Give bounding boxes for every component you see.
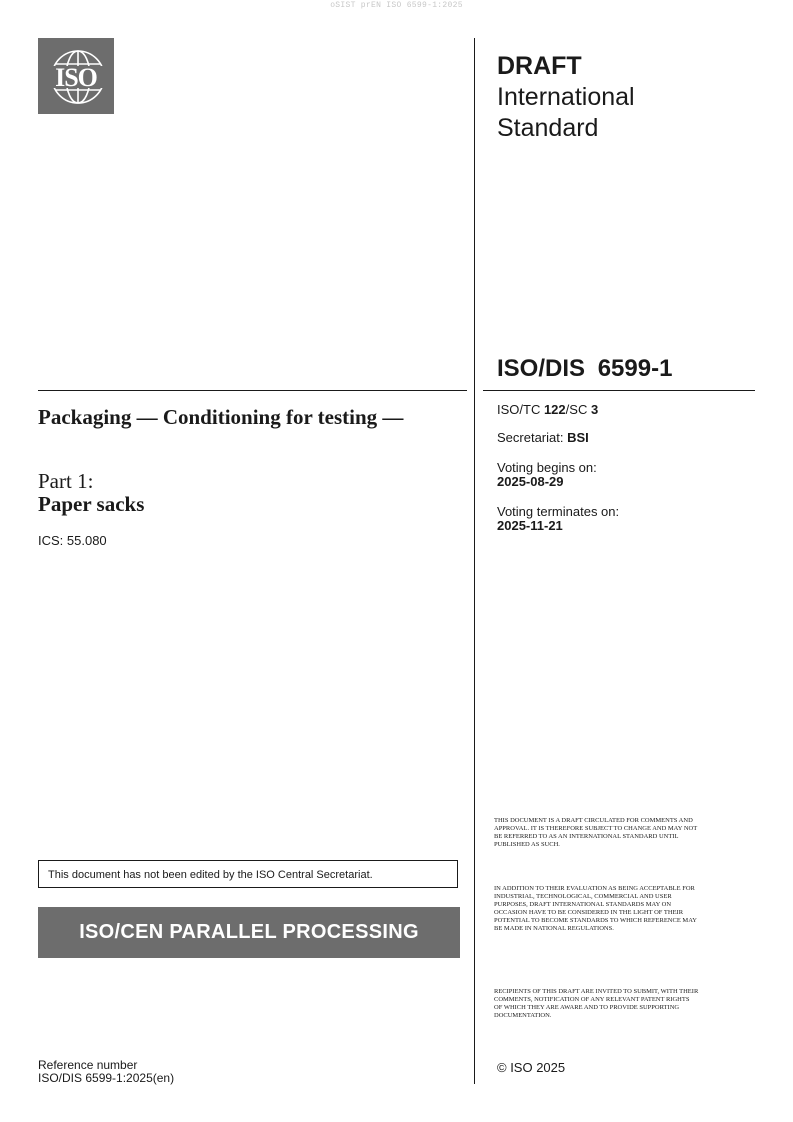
draft-label: DRAFT — [497, 52, 582, 80]
draft-line-standard: Standard — [497, 114, 599, 142]
voting-terminates-label: Voting terminates on: — [497, 504, 620, 519]
draft-notice-paragraph-2: IN ADDITION TO THEIR EVALUATION AS BEING ACCEPTABLE FOR INDUSTRIAL, TECHNOLOGICAL, COMMERCIAL AND USER PURPOSES, DRAFT INTERNATIONAL STANDARDS MAY ON OCCASION HAVE TO BE CONSIDERED IN THE LIGHT OF THEIR POTENTIAL TO BECOME STANDARDS TO WHICH REFERENCE MAY BE MADE IN NATIONAL REGULATIONS. — [494, 885, 697, 932]
tc-number: 122 — [543, 402, 566, 417]
tc-prefix: ISO/TC — [497, 402, 544, 417]
voting-terminates — [497, 505, 619, 533]
iso-logo — [38, 38, 114, 114]
draft-heading — [497, 51, 635, 144]
iso-logo-icon — [38, 38, 114, 114]
parallel-processing-banner: ISO/CEN PARALLEL PROCESSING — [38, 907, 460, 958]
reference-value: ISO/DIS 6599-1:2025(en) — [38, 1071, 175, 1085]
draft-line-international: International — [497, 83, 635, 111]
sc-prefix: /SC — [565, 402, 591, 417]
committee-line — [497, 403, 598, 417]
secretariat-value: BSI — [567, 430, 589, 445]
horizontal-divider-right — [483, 390, 755, 391]
part-name: Paper sacks — [38, 492, 145, 516]
watermark-text: oSIST prEN ISO 6599-1:2025 — [330, 1, 463, 10]
voting-begins-date: 2025-08-29 — [497, 474, 564, 489]
horizontal-divider-left — [38, 390, 467, 391]
document-number: ISO/DIS 6599-1 — [497, 355, 673, 382]
part-label: Part 1: — [38, 469, 94, 493]
reference-number — [38, 1059, 174, 1085]
not-edited-notice: This document has not been edited by the ISO Central Secretariat. — [38, 860, 458, 888]
ics-code: ICS: 55.080 — [38, 533, 107, 548]
reference-label: Reference number — [38, 1058, 138, 1072]
voting-begins-label: Voting begins on: — [497, 460, 597, 475]
voting-terminates-date: 2025-11-21 — [497, 518, 563, 533]
vertical-divider — [474, 38, 475, 1084]
copyright: © ISO 2025 — [497, 1060, 566, 1075]
document-title: Packaging — Conditioning for testing — — [38, 405, 404, 429]
secretariat-label: Secretariat: — [497, 430, 568, 445]
voting-begins — [497, 461, 597, 489]
draft-notice-paragraph-3: RECIPIENTS OF THIS DRAFT ARE INVITED TO SUBMIT, WITH THEIR COMMENTS, NOTIFICATION OF ANY RELEVANT PATENT RIGHTS OF WHICH THEY ARE AWARE AND TO PROVIDE SUPPORTING DOCUMENTATION. — [494, 988, 699, 1019]
draft-notice-paragraph-1: THIS DOCUMENT IS A DRAFT CIRCULATED FOR COMMENTS AND APPROVAL. IT IS THEREFORE SUBJECT TO CHANGE AND MAY NOT BE REFERRED TO AS AN INTERNATIONAL STANDARD UNTIL PUBLISHED AS SUCH. — [494, 817, 698, 848]
svg-text:ISO: ISO — [55, 63, 97, 92]
sc-number: 3 — [590, 402, 599, 417]
secretariat-line — [497, 431, 589, 445]
